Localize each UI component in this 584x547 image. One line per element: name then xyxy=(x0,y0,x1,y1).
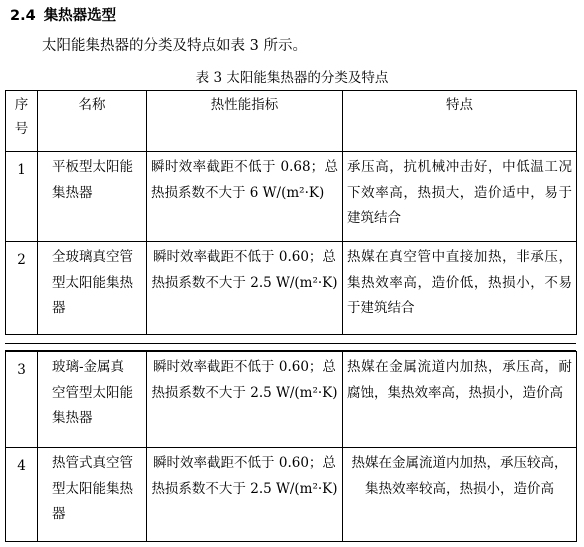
collector-name: 全玻璃真空管型太阳能集热器 xyxy=(38,242,147,335)
features: 热媒在真空管中直接加热，非承压，集热效率高，造价低，热损小，不易于建筑结合 xyxy=(343,242,577,335)
row-number: 3 xyxy=(6,352,38,448)
features: 热媒在金属流道内加热，承压较高，集热效率较高，热损小，造价高 xyxy=(343,448,577,542)
table-row xyxy=(6,352,577,448)
collector-table-part-1 xyxy=(5,90,577,335)
section-heading xyxy=(10,4,116,25)
performance-index: 瞬时效率截距不低于 0.68；总热损系数不大于 6 W/(m²·K) xyxy=(147,152,343,242)
row-number: 2 xyxy=(6,242,38,335)
header-name: 名称 xyxy=(38,91,147,152)
table-row xyxy=(6,242,577,335)
performance-index: 瞬时效率截距不低于 0.60；总热损系数不大于 2.5 W/(m²·K) xyxy=(147,242,343,335)
performance-index: 瞬时效率截距不低于 0.60；总热损系数不大于 2.5 W/(m²·K) xyxy=(147,352,343,448)
features: 热媒在金属流道内加热，承压高，耐腐蚀，集热效率高，热损小，造价高 xyxy=(343,352,577,448)
collector-name: 热管式真空管型太阳能集热器 xyxy=(38,448,147,542)
table-caption: 表 3 太阳能集热器的分类及特点 xyxy=(195,70,389,86)
table-row xyxy=(6,448,577,542)
table-break-divider xyxy=(5,343,576,351)
collector-table-part-2 xyxy=(5,351,577,542)
header-no: 序号 xyxy=(6,91,38,152)
row-number: 4 xyxy=(6,448,38,542)
table-header-row xyxy=(6,91,577,152)
header-feat: 特点 xyxy=(343,91,577,152)
features: 承压高，抗机械冲击好，中低温工况下效率高，热损大，造价适中，易于建筑结合 xyxy=(343,152,577,242)
table-row xyxy=(6,152,577,242)
performance-index: 瞬时效率截距不低于 0.60；总热损系数不大于 2.5 W/(m²·K) xyxy=(147,448,343,542)
section-title: 集热器选型 xyxy=(43,8,117,24)
collector-name: 平板型太阳能集热器 xyxy=(38,152,147,242)
intro-paragraph: 太阳能集热器的分类及特点如表 3 所示。 xyxy=(42,38,307,54)
header-perf: 热性能指标 xyxy=(147,91,343,152)
row-number: 1 xyxy=(6,152,38,242)
collector-name: 玻璃-金属真空管型太阳能集热器 xyxy=(38,352,147,448)
section-number: 2.4 xyxy=(10,8,36,24)
